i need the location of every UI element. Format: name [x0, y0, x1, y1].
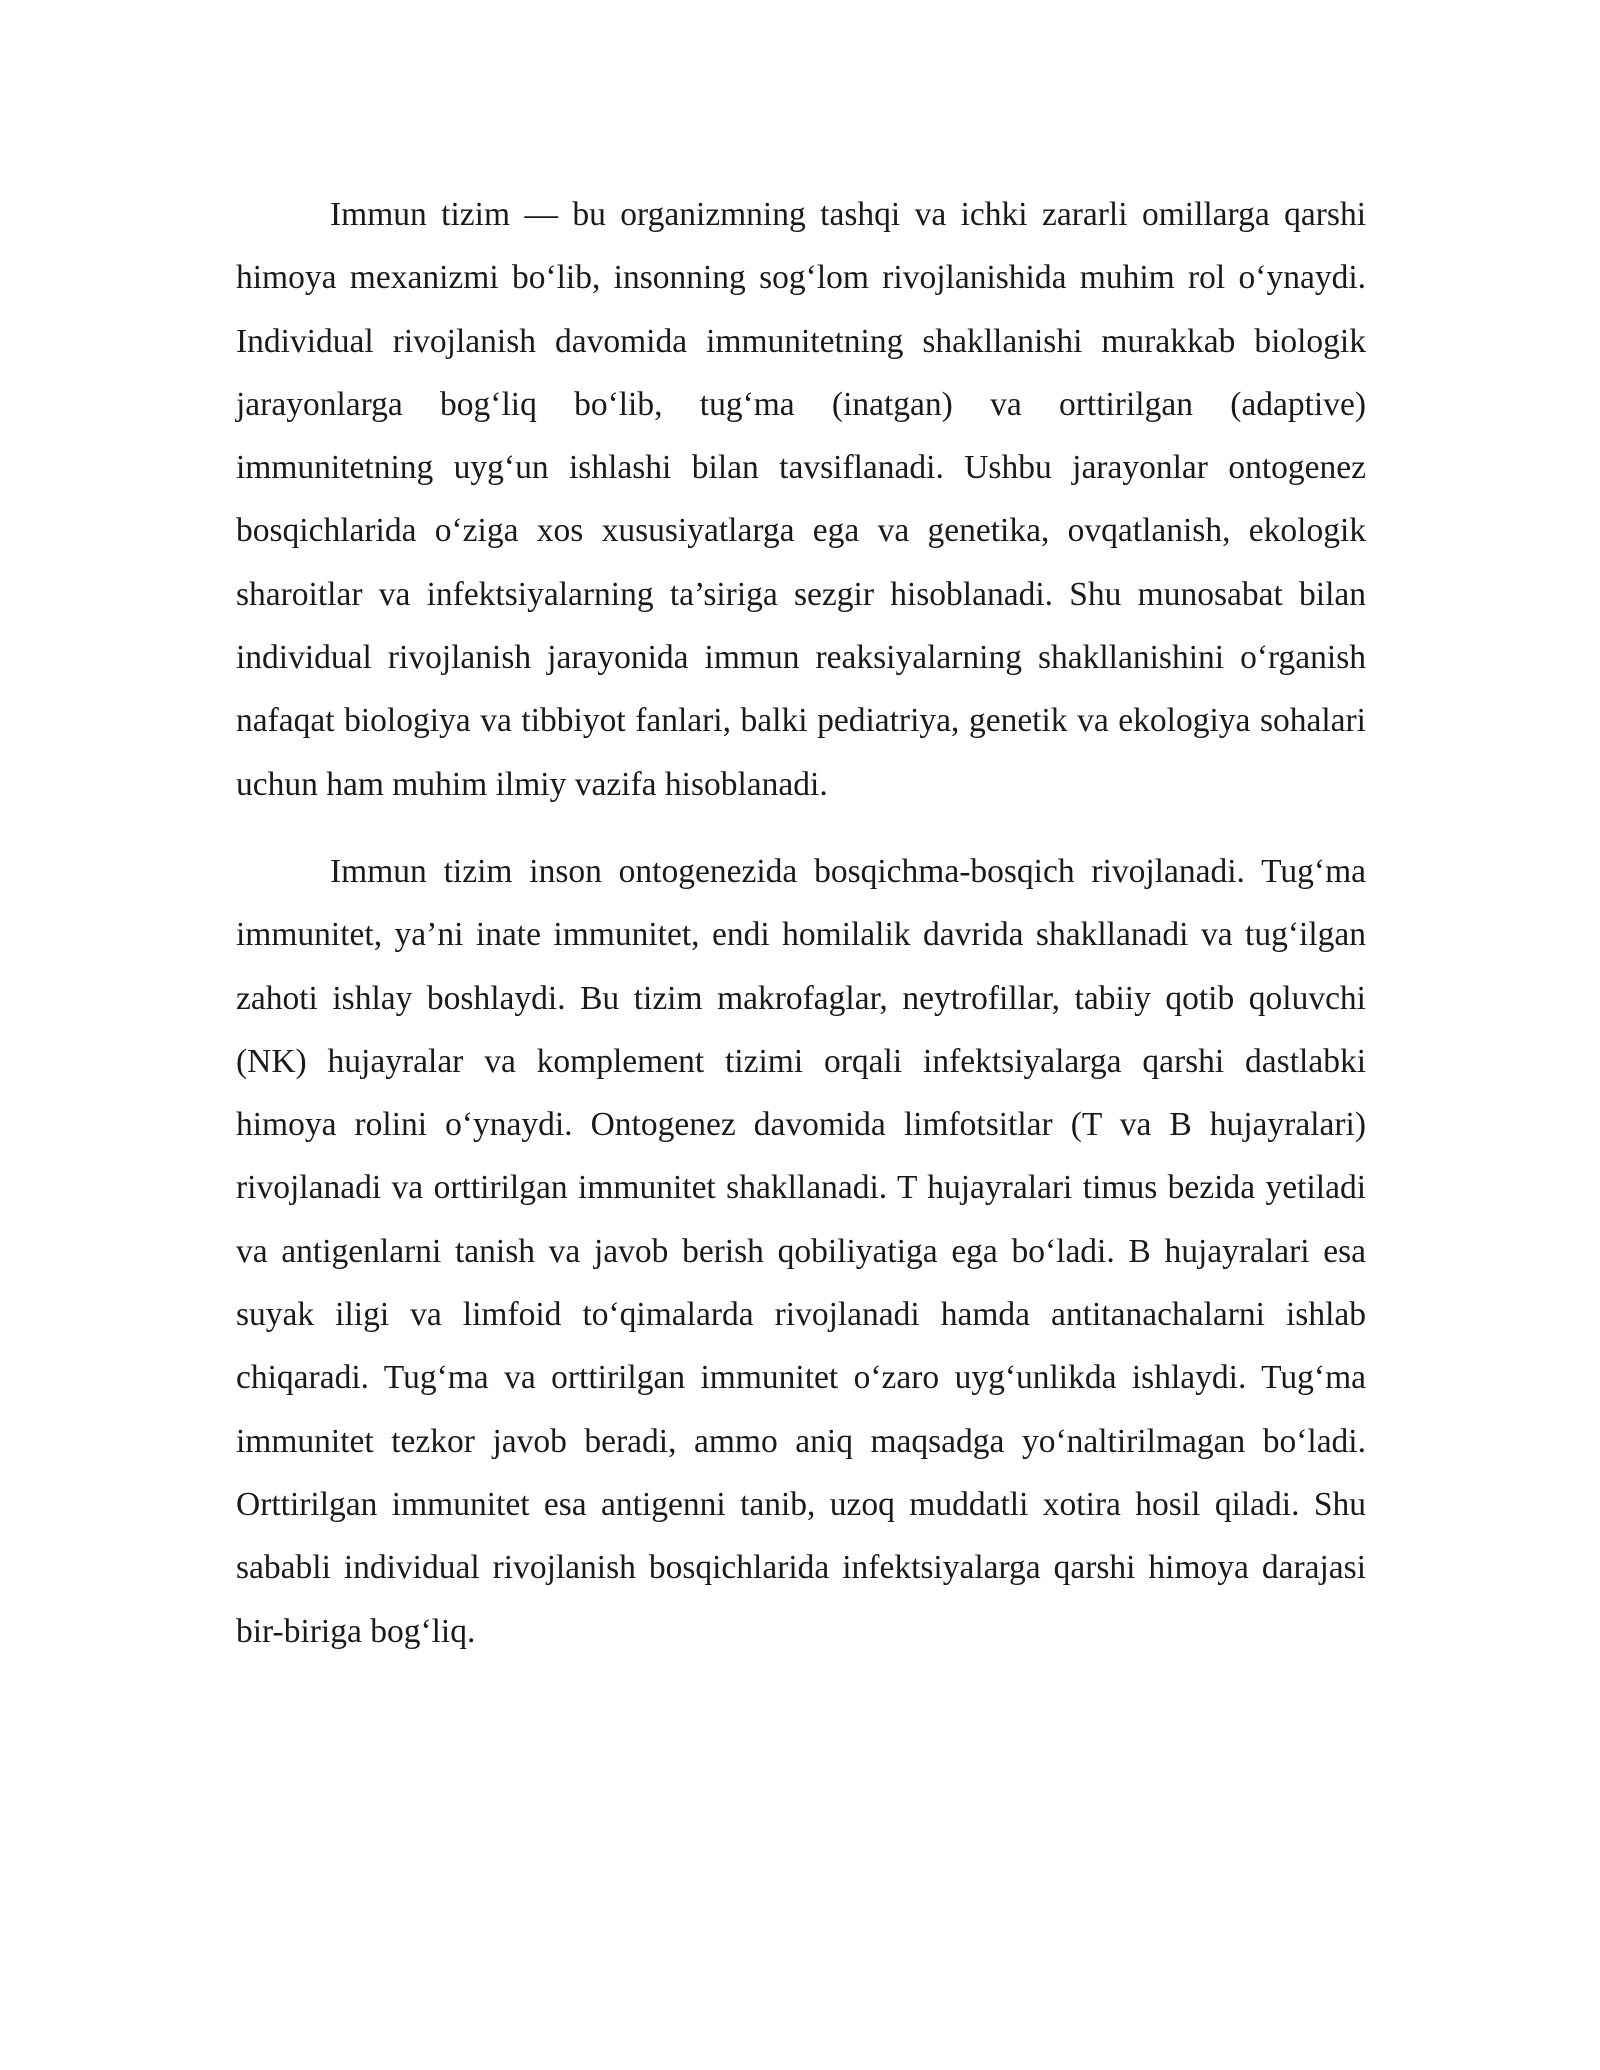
paragraph: Immun tizim — bu organizmning tashqi va ichki zararli omillarga qarshi himoya mexanizmi bo‘lib, insonning sog‘lom rivojlanishida muhim rol o‘ynaydi. Individual rivojlanish davomida immunitetning shakllanishi murakkab biologik jarayonlarga bog‘liq bo‘lib, tug‘ma (inatgan) va orttirilgan (adaptive) immunitetning uyg‘un ishlashi bilan tavsiflanadi. Ushbu jarayonlar ontogenez bosqichlarida o‘ziga xos xususiyatlarga ega va genetika, ovqatlanish, ekologik sharoitlar va infektsiyalarning ta’siriga sezgir hisoblanadi. Shu munosabat bilan individual rivojlanish jarayonida immun reaksiyalarning shakllanishini o‘rganish nafaqat biologiya va tibbiyot fanlari, balki pediatriya, genetik va ekologiya sohalari uchun ham muhim ilmiy vazifa hisoblanadi.: [236, 196, 1366, 803]
document-body: [236, 183, 1366, 1663]
paragraph: Immun tizim inson ontogenezida bosqichma-bosqich rivojlanadi. Tug‘ma immunitet, ya’ni inate immunitet, endi homilalik davrida shakllanadi va tug‘ilgan zahoti ishlay boshlaydi. Bu tizim makrofaglar, neytrofillar, tabiiy qotib qoluvchi (NK) hujayralar va komplement tizimi orqali infektsiyalarga qarshi dastlabki himoya rolini o‘ynaydi. Ontogenez davomida limfotsitlar (T va B hujayralari) rivojlanadi va orttirilgan immunitet shakllanadi. T hujayralari timus bezida yetiladi va antigenlarni tanish va javob berish qobiliyatiga ega bo‘ladi. B hujayralari esa suyak iligi va limfoid to‘qimalarda rivojlanadi hamda antitanachalarni ishlab chiqaradi. Tug‘ma va orttirilgan immunitet o‘zaro uyg‘unlikda ishlaydi. Tug‘ma immunitet tezkor javob beradi, ammo aniq maqsadga yo‘naltirilmagan bo‘ladi. Orttirilgan immunitet esa antigenni tanib, uzoq muddatli xotira hosil qiladi. Shu sababli individual rivojlanish bosqichlarida infektsiyalarga qarshi himoya darajasi bir-biriga bog‘liq.: [236, 852, 1366, 1650]
